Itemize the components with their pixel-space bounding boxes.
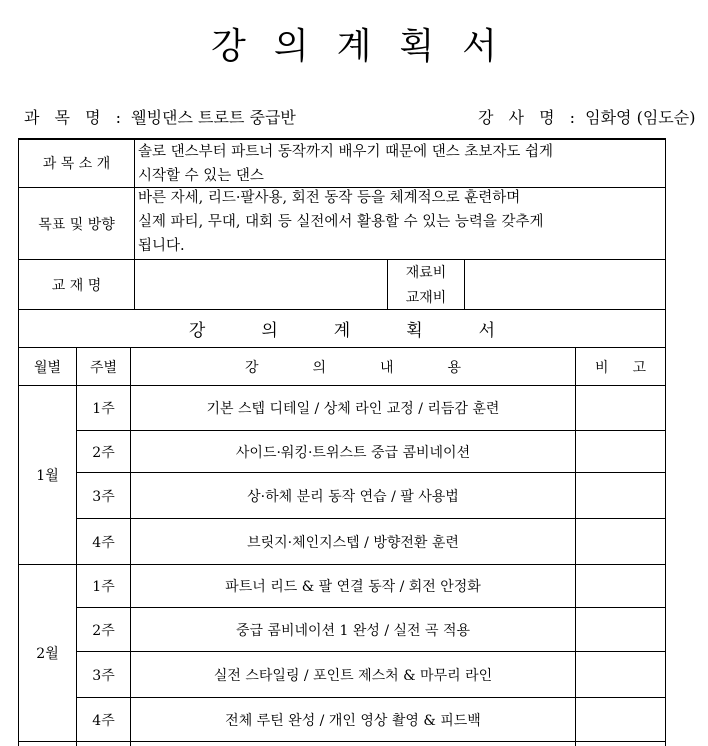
col-header-note-char: 비: [594, 359, 609, 376]
week-label: 3주: [92, 488, 115, 505]
week-label: 3주: [92, 667, 115, 684]
week-label: 1주: [92, 579, 115, 595]
document-title: [0, 18, 708, 69]
plan-title-char: 서: [478, 321, 496, 341]
plan-title-char: 강: [188, 321, 206, 341]
lesson-note: [576, 698, 665, 741]
lesson-note: [576, 608, 665, 651]
month-label: 2월: [36, 646, 59, 662]
lesson-note: [576, 431, 665, 472]
col-header-note-char: 고: [632, 359, 647, 376]
lesson-content: 실전 스타일링 / 포인트 제스처 & 마무리 라인: [213, 667, 493, 684]
plan-title-char: 획: [406, 321, 423, 341]
lesson-note: [576, 386, 665, 430]
plan-title: [19, 310, 665, 347]
col-header-note: [576, 348, 665, 385]
intro-line: 솔로 댄스부터 파트너 동작까지 배우기 때문에 댄스 초보자도 쉽게: [138, 144, 554, 160]
col-divider: [464, 259, 465, 309]
material-fee-label: 재료비: [405, 265, 447, 281]
goal-line: 실제 파티, 무대, 대회 등 실전에서 활용할 수 있는 능력을 갖추게: [138, 214, 544, 230]
intro-line: 시작할 수 있는 댄스: [138, 168, 264, 184]
goal-label: 목표 및 방향: [38, 216, 115, 233]
col-header-content: [131, 348, 575, 385]
col-header-content-char: 내: [380, 359, 394, 376]
title-char: 획: [399, 26, 435, 67]
lesson-note: [576, 473, 665, 518]
lesson-content: 기본 스텝 디테일 / 상체 라인 교정 / 리듬감 훈련: [206, 401, 500, 417]
week-label: 2주: [92, 444, 115, 461]
title-char: 서: [462, 26, 497, 67]
week-label: 1주: [92, 401, 115, 417]
subject-line: [24, 105, 296, 128]
lesson-content: 브릿지·체인지스텝 / 방향전환 훈련: [247, 534, 459, 551]
col-header-content-char: 의: [312, 359, 326, 376]
textbook-fee-label: 교재비: [405, 289, 447, 306]
title-char: 계: [336, 26, 372, 67]
textbook-value: [135, 260, 387, 309]
title-char: 강: [211, 26, 246, 67]
intro-label: 과 목 소 개: [42, 156, 111, 172]
lesson-note: [576, 519, 665, 564]
lesson-content: 전체 루틴 완성 / 개인 영상 촬영 & 피드백: [225, 712, 481, 729]
goal-line: 바른 자세, 리드·팔사용, 회전 동작 등을 체계적으로 훈련하며: [138, 190, 521, 206]
lesson-content: 중급 콤비네이션 1 완성 / 실전 곡 적용: [235, 622, 471, 639]
week-label: 4주: [92, 534, 115, 551]
table-border-right: [665, 138, 666, 746]
goal-line: 됩니다.: [138, 238, 185, 254]
lesson-note: [576, 565, 665, 607]
subject-label: 과 목 명 :: [24, 108, 127, 127]
goal-text: [138, 186, 543, 258]
lesson-content: 사이드·워킹·트위스트 중급 콤비네이션: [235, 444, 471, 461]
instructor-label: 강 사 명 :: [478, 108, 581, 127]
lesson-content: 파트너 리드 & 팔 연결 동작 / 회전 안정화: [225, 579, 481, 595]
lesson-note: [576, 652, 665, 697]
instructor-line: [478, 105, 695, 128]
plan-title-char: 의: [261, 321, 278, 341]
week-label: 2주: [92, 622, 115, 639]
plan-title-char: 계: [333, 321, 351, 341]
week-label: 4주: [92, 712, 115, 729]
row-divider: [18, 741, 666, 742]
textbook-label: 교 재 명: [51, 277, 102, 294]
col-header-content-char: 용: [447, 359, 462, 376]
col-header-content-char: 강: [244, 359, 259, 376]
col-header-month: 월별: [33, 359, 62, 376]
col-header-week: 주별: [89, 359, 118, 376]
subject-value: 웰빙댄스 트로트 중급반: [131, 108, 296, 127]
intro-text: [138, 140, 553, 188]
lesson-content: 상·하체 분리 동작 연습 / 팔 사용법: [247, 488, 459, 505]
instructor-value: 임화영 (임도순): [585, 108, 696, 127]
title-char: 의: [273, 26, 309, 67]
month-label: 1월: [36, 468, 59, 484]
